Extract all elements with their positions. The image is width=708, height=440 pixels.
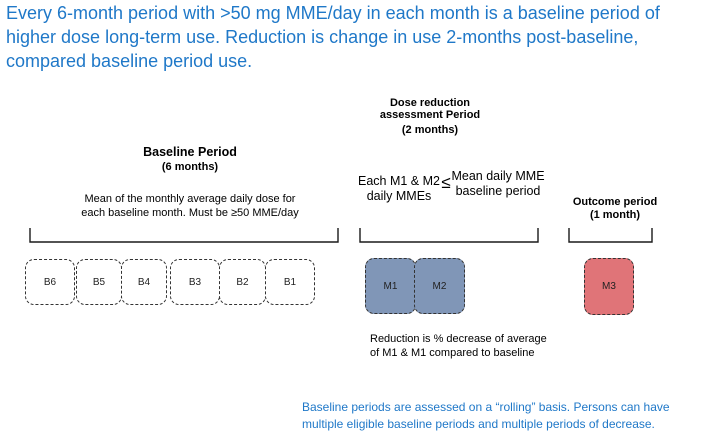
reduction-criterion-right-line2: baseline period — [455, 184, 541, 198]
outcome-bracket — [569, 228, 652, 242]
reduction-title-line1: Dose reduction — [389, 97, 471, 109]
month-box-b3: B3 — [170, 259, 220, 305]
reduction-criterion-right-line1: Mean daily MME — [451, 169, 545, 183]
reduction-criterion-left-line2: daily MMEs — [366, 189, 432, 203]
footer-note-line1: Baseline periods are assessed on a “rolling” basis. Persons can have — [302, 400, 670, 414]
outcome-title: Outcome period — [572, 196, 658, 208]
month-box-m1: M1 — [365, 258, 416, 314]
month-box-m2: M2 — [414, 258, 465, 314]
footer-note — [302, 399, 702, 433]
baseline-bracket — [30, 228, 338, 242]
reduction-note-line2: of M1 & M1 compared to baseline — [370, 347, 535, 359]
baseline-duration: (6 months) — [161, 161, 219, 173]
baseline-description-line1: Mean of the monthly average daily dose for — [84, 193, 296, 205]
month-box-b2: B2 — [219, 259, 266, 305]
baseline-title: Baseline Period — [143, 145, 237, 159]
footer-note-line2: multiple eligible baseline periods and multiple periods of decrease. — [302, 417, 655, 431]
month-box-b6: B6 — [25, 259, 75, 305]
month-box-b4: B4 — [121, 259, 167, 305]
month-box-b1: B1 — [265, 259, 315, 305]
reduction-duration: (2 months) — [401, 124, 459, 136]
reduction-criterion-left-line1: Each M1 & M2 — [358, 174, 440, 188]
outcome-duration: (1 month) — [589, 209, 641, 221]
reduction-note-line1: Reduction is % decrease of average — [370, 333, 547, 345]
month-box-b5: B5 — [76, 259, 122, 305]
reduction-title-line2: assessment Period — [379, 109, 481, 121]
month-box-m3: M3 — [584, 258, 634, 315]
reduction-bracket — [360, 228, 538, 242]
baseline-description-line2: each baseline month. Must be ≥50 MME/day — [81, 207, 299, 219]
diagram-header: Every 6-month period with >50 mg MME/day in each month is a baseline period of higher dose long-term use. Reduction is change in use 2-months post-baseline, compared baseline period use. — [6, 3, 660, 71]
less-than-or-equal-symbol: ≤ — [441, 173, 451, 192]
